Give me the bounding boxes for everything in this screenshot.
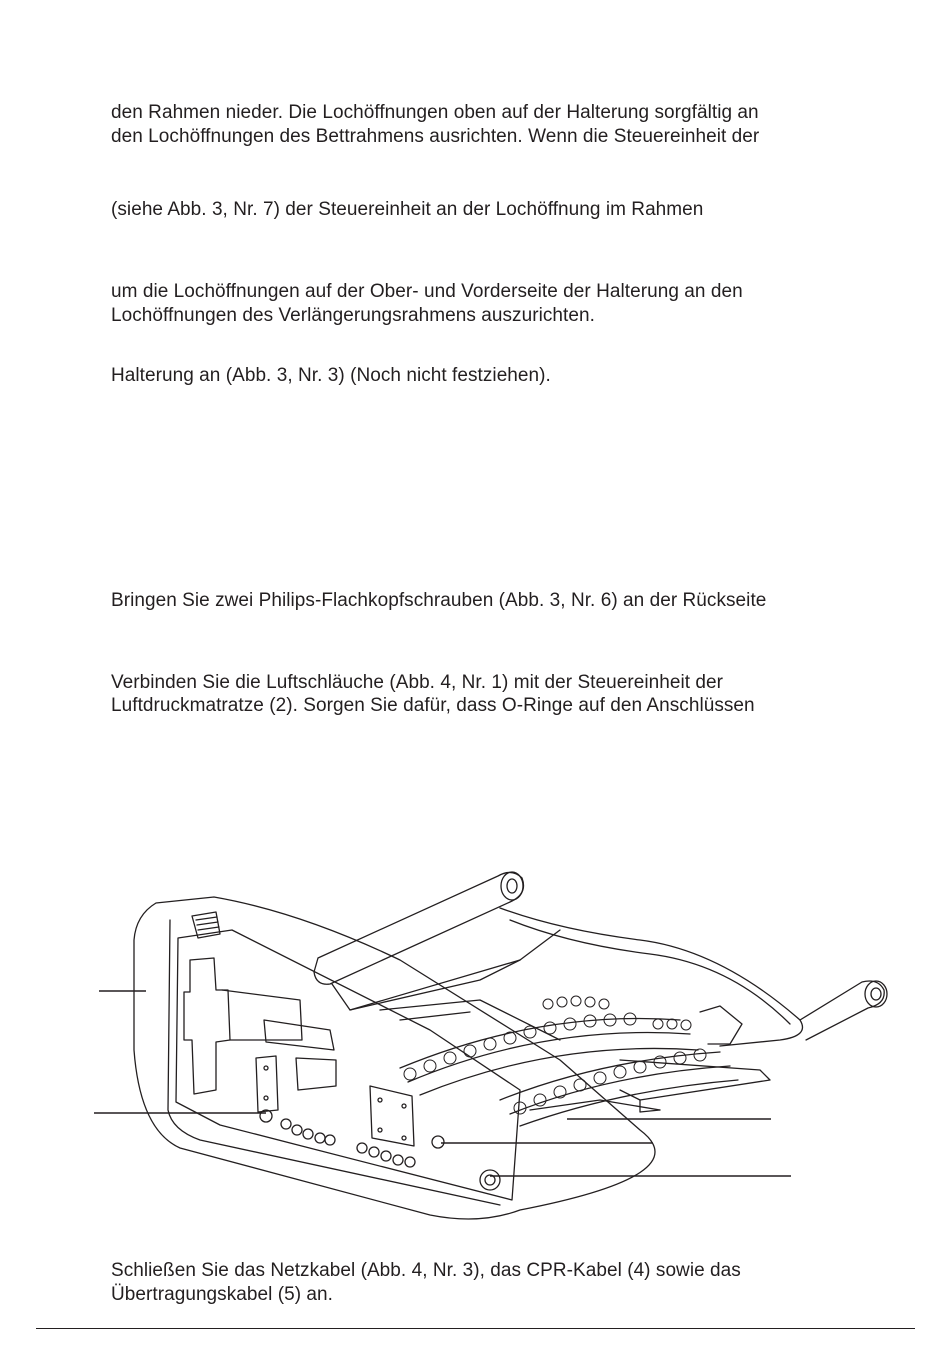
text-line: Lochöffnungen des Verlängerungsrahmens auszurichten.	[111, 305, 595, 326]
text-line: um die Lochöffnungen auf der Ober- und Vorderseite der Halterung an den	[111, 281, 743, 302]
callout-lines	[94, 991, 791, 1176]
connector-row	[357, 1143, 415, 1167]
front-panel	[176, 930, 520, 1200]
text-line: Schließen Sie das Netzkabel (Abb. 4, Nr. 3), das CPR-Kabel (4) sowie das	[111, 1260, 741, 1281]
control-unit-housing	[134, 897, 655, 1219]
text-line: den Rahmen nieder. Die Lochöffnungen oben auf der Halterung sorgfältig an	[111, 102, 759, 123]
text-line: Halterung an (Abb. 3, Nr. 3) (Noch nicht festziehen).	[111, 365, 551, 386]
text-line: (siehe Abb. 3, Nr. 7) der Steuereinheit an der Lochöffnung im Rahmen	[111, 199, 704, 220]
connector-row	[260, 1110, 335, 1145]
text-line: Verbinden Sie die Luftschläuche (Abb. 4, Nr. 1) mit der Steuereinheit der	[111, 672, 724, 693]
bed-frame-tubes	[314, 872, 887, 1112]
text-line: den Lochöffnungen des Bettrahmens ausrichten. Wenn die Steuereinheit der	[111, 126, 760, 147]
text-line: Bringen Sie zwei Philips-Flachkopfschrauben (Abb. 3, Nr. 6) an der Rückseite	[111, 590, 767, 611]
text-line: Luftdruckmatratze (2). Sorgen Sie dafür, dass O-Ringe auf den Anschlüssen	[111, 695, 755, 716]
text-line: Übertragungskabel (5) an.	[111, 1284, 333, 1305]
bed-control-unit-illustration	[0, 860, 950, 1240]
air-hose-bundle	[400, 1019, 738, 1126]
footer-divider	[36, 1328, 915, 1329]
